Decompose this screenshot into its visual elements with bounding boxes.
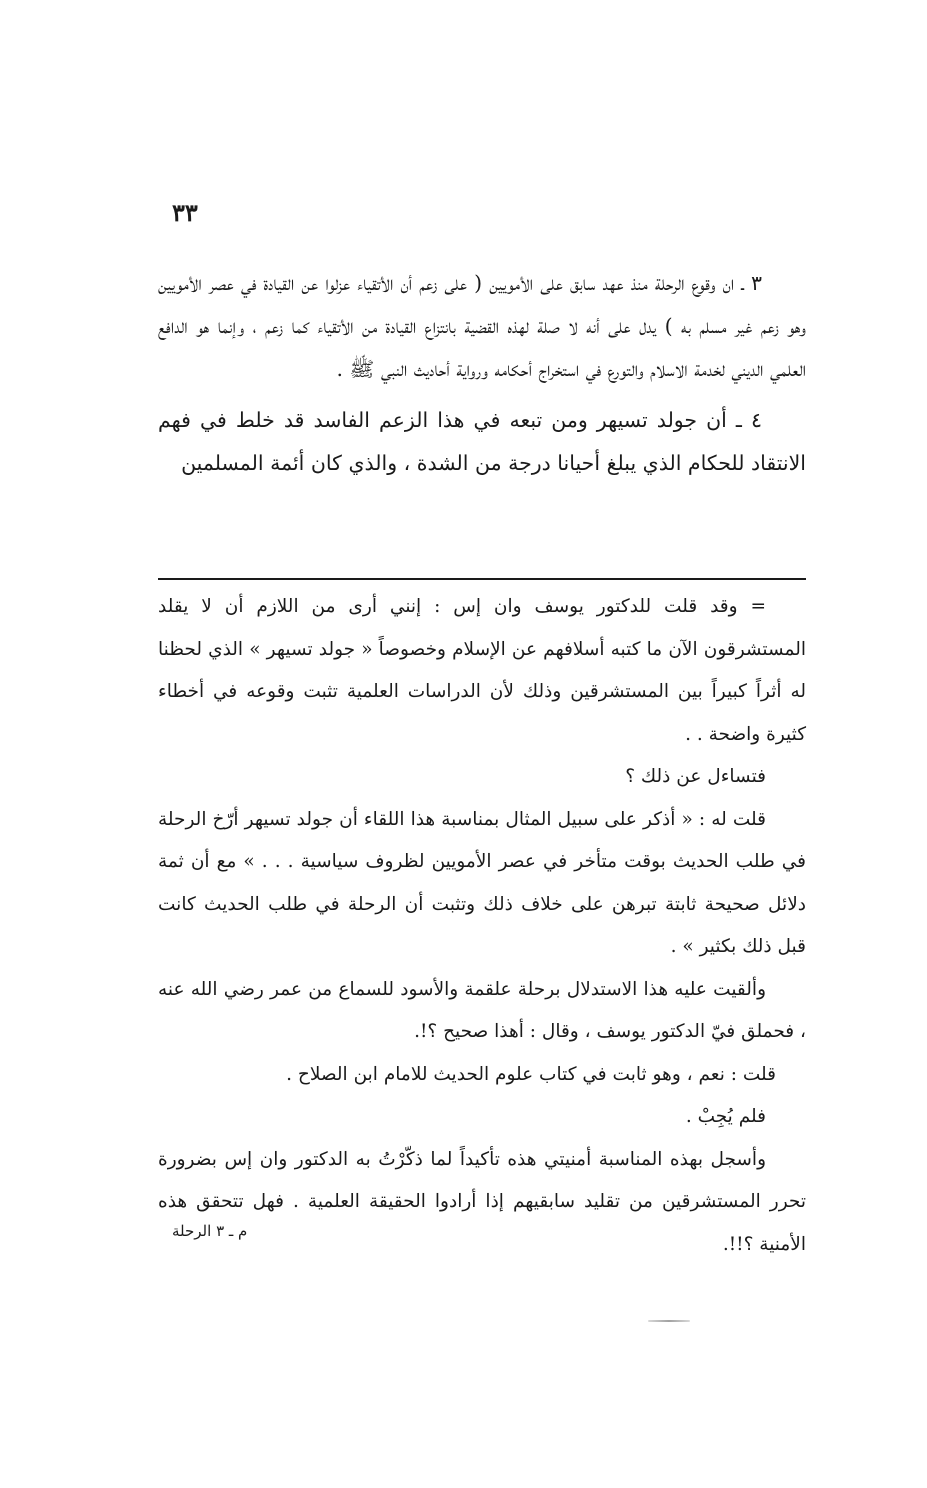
footnote-no-answer: فلم يُجِبْ . — [685, 1106, 766, 1127]
paragraph-point-3: ٣ ـ ان وقوع الرحلة منذ عهد سابق على الأمويين ( على زعم أن الأتقياء عزلوا عن القيادة في عصر الأمويين وهو زعم غير مسلم به ) يدل على أنه لا صلة لهذه القضية بانتزاع القيادة من الأتقياء كما زعم ، وإنما هو الدافع العلمي الديني لخدمة الاسلام والتورع في استخراج أحكامه ورواية أحاديث النبي ﷺ . — [158, 271, 806, 381]
footnote-wish: وأسجل بهذه المناسبة أمنيتي هذه تأكيداً لما ذكّرْتُ به الدكتور وان إس بضرورة تحرر المستشرقين من تقليد سابقيهم إذا أرادوا الحقيقة العلمية . فهل تتحقق هذه الأمنية ؟!!. — [158, 1148, 806, 1255]
footnote-question: فتساءل عن ذلك ؟ — [625, 766, 766, 787]
printer-signature: م ـ ٣ الرحلة — [172, 1222, 248, 1240]
footnote-argument: وألقيت عليه هذا الاستدلال برحلة علقمة والأسود للسماع من عمر رضي الله عنه ، فحملق فيّ الدكتور يوسف ، وقال : أهذا صحيح ؟!. — [158, 978, 806, 1042]
scan-smudge — [648, 1320, 690, 1322]
footnote-continuation: = وقد قلت للدكتور يوسف وان إس : إنني أرى من اللازم أن لا يقلد المستشرقون الآن ما كتبه أسلافهم عن الإسلام وخصوصاً « جولد تسيهر » الذي لحظنا له أثراً كبيراً بين المستشرقين وذلك لأن الدراسات العلمية تثبت وقوعه في أخطاء كثيرة واضحة . . — [158, 596, 806, 745]
footnotes — [158, 586, 806, 1266]
main-text — [158, 262, 806, 485]
footnote-divider — [158, 578, 806, 580]
page-number: ٣٣ — [172, 198, 198, 227]
footnote-reply: قلت له : « أذكر على سبيل المثال بمناسبة هذا اللقاء أن جولد تسيهر أرّخ الرحلة في طلب الحديث بوقت متأخر في عصر الأمويين لظروف سياسية . . . » مع أن ثمة دلائل صحيحة ثابتة تبرهن على خلاف ذلك وتثبت أن الرحلة في طلب الحديث كانت قبل ذلك بكثير » . — [158, 808, 806, 957]
paragraph-point-4: ٤ ـ أن جولد تسيهر ومن تبعه في هذا الزعم الفاسد قد خلط في فهم الانتقاد للحكام الذي يبلغ أحيانا درجة من الشدة ، والذي كان أئمة المسلمين — [158, 408, 806, 475]
footnote-confirmation: قلت : نعم ، وهو ثابت في كتاب علوم الحديث للامام ابن الصلاح . — [286, 1063, 776, 1085]
